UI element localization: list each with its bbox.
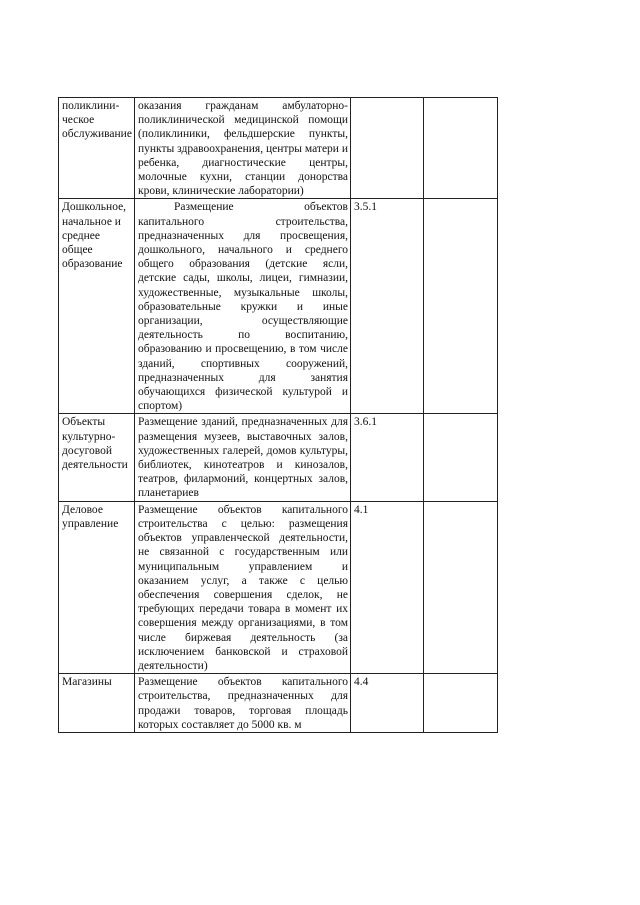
use-type-description: оказания гражданам амбулаторно-поликлинической медицинской помощи (поликлиники, фельдшерские пункты, пункты здравоохранения, центры матери и ребенка, диагностические центры, молочные кухни, станции донорства крови, клинические лаборатории)	[135, 98, 351, 199]
land-use-table	[58, 97, 498, 733]
use-type-code: 4.1	[351, 501, 424, 673]
empty-cell	[424, 501, 498, 673]
use-type-name: поликлиническое обслуживание	[59, 98, 135, 199]
empty-cell	[424, 199, 498, 414]
use-type-code: 3.5.1	[351, 199, 424, 414]
table-row	[59, 199, 498, 414]
use-type-name: Магазины	[59, 674, 135, 733]
table-row	[59, 98, 498, 199]
use-type-code: 3.6.1	[351, 414, 424, 501]
use-type-description: Размещение объектов капитального строительства, предназначенных для продажи товаров, торговая площадь которых составляет до 5000 кв. м	[135, 674, 351, 733]
use-type-name: Объекты культурно-досуговой деятельности	[59, 414, 135, 501]
use-type-description: Размещение объектов капитального строительства, предназначенных для просвещения, дошкольного, начального и среднего общего образования (детские ясли, детские сады, школы, лицеи, гимназии, художественные, музыкальные школы, образовательные кружки и иные организации, осуществляющие деятельность по воспитанию, образованию и просвещению, в том числе зданий, спортивных сооружений, предназначенных для занятия обучающихся физической культурой и спортом)	[135, 199, 351, 414]
table-row	[59, 501, 498, 673]
use-type-name: Деловое управление	[59, 501, 135, 673]
use-type-code	[351, 98, 424, 199]
use-type-description: Размещение зданий, предназначенных для размещения музеев, выставочных залов, художественных галерей, домов культуры, библиотек, кинотеатров и кинозалов, театров, филармоний, концертных залов, планетариев	[135, 414, 351, 501]
empty-cell	[424, 414, 498, 501]
use-type-code: 4.4	[351, 674, 424, 733]
empty-cell	[424, 98, 498, 199]
table-row	[59, 674, 498, 733]
use-type-name: Дошкольное, начальное и среднее общее образование	[59, 199, 135, 414]
use-type-description: Размещение объектов капитального строительства с целью: размещения объектов управленческой деятельности, не связанной с государственным или муниципальным управлением и оказанием услуг, а также с целью обеспечения совершения сделок, не требующих передачи товара в момент их совершения между организациями, в том числе биржевая деятельность (за исключением банковской и страховой деятельности)	[135, 501, 351, 673]
table-row	[59, 414, 498, 501]
empty-cell	[424, 674, 498, 733]
